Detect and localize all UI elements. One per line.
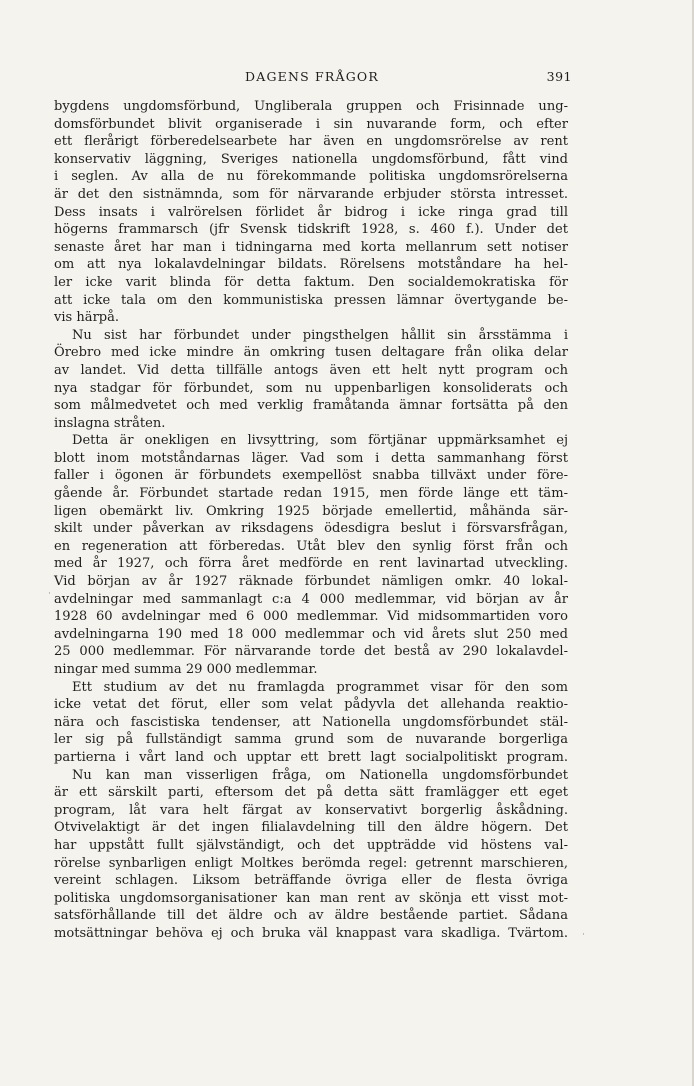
text-line: med år 1927, och förra året medförde en rent lavinartad utveckling. [54,556,568,572]
text-line: av landet. Vid detta tillfälle antogs även ett helt nytt program och [54,362,568,378]
text-line: har uppstått fullt självständigt, och det uppträdde vid höstens val- [54,837,568,853]
text-line: faller i ögonen är förbundets exempellöst snabba tillväxt under före- [54,468,568,484]
body-text [54,98,568,943]
text-line: bygdens ungdomsförbund, Ungliberala gruppen och Frisinnade ung- [54,99,568,114]
text-line: om att nya lokalavdelningar bildats. Rörelsens motståndare ha hel- [54,257,568,273]
text-line: Nu sist har förbundet under pingsthelgen hållit sin årsstämma i [72,327,568,343]
text-line: högerns frammarsch (jfr Svensk tidskrift 1928, s. 460 f.). Under det [54,222,568,238]
text-line: avdelningarna 190 med 18 000 medlemmar och vid årets slut 250 med [54,626,568,642]
text-line: en regeneration att förberedas. Utåt blev den synlig först från och [54,538,568,554]
text-line: Örebro med icke mindre än omkring tusen deltagare från olika delar [54,345,568,361]
text-line: partierna i vårt land och upptar ett brett lagt socialpolitiskt program. [54,749,568,765]
text-line: Detta är onekligen en livsyttring, som förtjänar uppmärksamhet ej [72,433,568,449]
text-line: skilt under påverkan av riksdagens ödesdigra beslut i försvarsfrågan, [54,521,568,537]
text-line: avdelningar med sammanlagt c:a 4 000 medlemmar, vid början av år [54,591,568,607]
text-line: ler icke varit blinda för detta faktum. Den socialdemokratiska för [54,274,568,290]
text-line: politiska ungdomsorganisationer kan man rent av skönja ett visst mot- [54,890,568,906]
margin-dot: · [582,930,585,940]
text-line: är det den sistnämnda, som för närvarande erbjuder största intresset. [54,186,568,202]
text-line: motsättningar behöva ej och bruka väl knappast vara skadliga. Tvärtom. [54,925,568,941]
text-line: senaste året har man i tidningarna med korta mellanrum sett notiser [54,239,568,255]
text-line: domsförbundet blivit organiserade i sin nuvarande form, och efter [54,116,568,132]
text-line: nya stadgar för förbundet, som nu uppenbarligen konsoliderats och [54,380,568,396]
text-line: Nu kan man visserligen fråga, om Nationella ungdomsförbundet [72,767,568,783]
page-number: 391 [546,69,572,84]
text-line: är ett särskilt parti, eftersom det på detta sätt framlägger ett eget [54,785,568,801]
text-line: att icke tala om den kommunistiska pressen lämnar övertygande be- [54,292,568,308]
text-line: vis härpå. [54,310,120,326]
text-line: blott inom motståndarnas läger. Vad som i detta sammanhang först [54,450,568,466]
text-line: konservativ läggning, Sveriges nationella ungdomsförbund, fått vind [54,151,568,167]
text-line: ligen obemärkt liv. Omkring 1925 började emellertid, måhända sär- [54,503,568,519]
text-line: satsförhållande till det äldre och av äldre bestående partiet. Sådana [54,908,568,924]
text-line: Vid början av år 1927 räknade förbundet nämligen omkr. 40 lokal- [54,574,568,590]
text-line: gående år. Förbundet startade redan 1915, men förde länge ett täm- [54,486,568,502]
running-title: DAGENS FRÅGOR [245,69,379,84]
text-line: som målmedvetet och med verklig framåtanda ämnar fortsätta på den [54,398,568,414]
text-line: rörelse synbarligen enligt Moltkes berömda regel: getrennt marschieren, [54,855,568,871]
text-line: 25 000 medlemmar. För närvarande torde det bestå av 290 lokalavdel- [54,644,568,660]
text-line: vereint schlagen. Liksom beträffande övriga eller de flesta övriga [54,873,568,889]
text-line: nära och fascistiska tendenser, att Nationella ungdomsförbundet stäl- [54,714,568,730]
text-line: ett flerårigt förberedelsearbete har även en ungdomsrörelse av rent [54,134,568,150]
text-line: Ett studium av det nu framlagda programmet visar för den som [72,679,568,695]
text-line: ningar med summa 29 000 medlemmar. [54,662,318,677]
text-line: 1928 60 avdelningar med 6 000 medlemmar. Vid midsommartiden voro [54,609,568,625]
text-line: Dess insats i valrörelsen förlidet år bidrog i icke ringa grad till [54,204,568,220]
text-line: program, låt vara helt färgat av konservativt borgerlig åskådning. [54,802,568,818]
text-line: i seglen. Av alla de nu förekommande politiska ungdomsrörelserna [54,169,568,185]
margin-dot: · [48,589,51,599]
text-line: inslagna stråten. [54,415,166,431]
page-header [54,69,570,89]
text-line: ler sig på fullständigt samma grund som de nuvarande borgerliga [54,732,568,748]
text-line: Otvivelaktigt är det ingen filialavdelning till den äldre högern. Det [54,820,568,836]
text-line: icke vetat det förut, eller som velat pådyvla det allehanda reaktio- [54,697,568,713]
